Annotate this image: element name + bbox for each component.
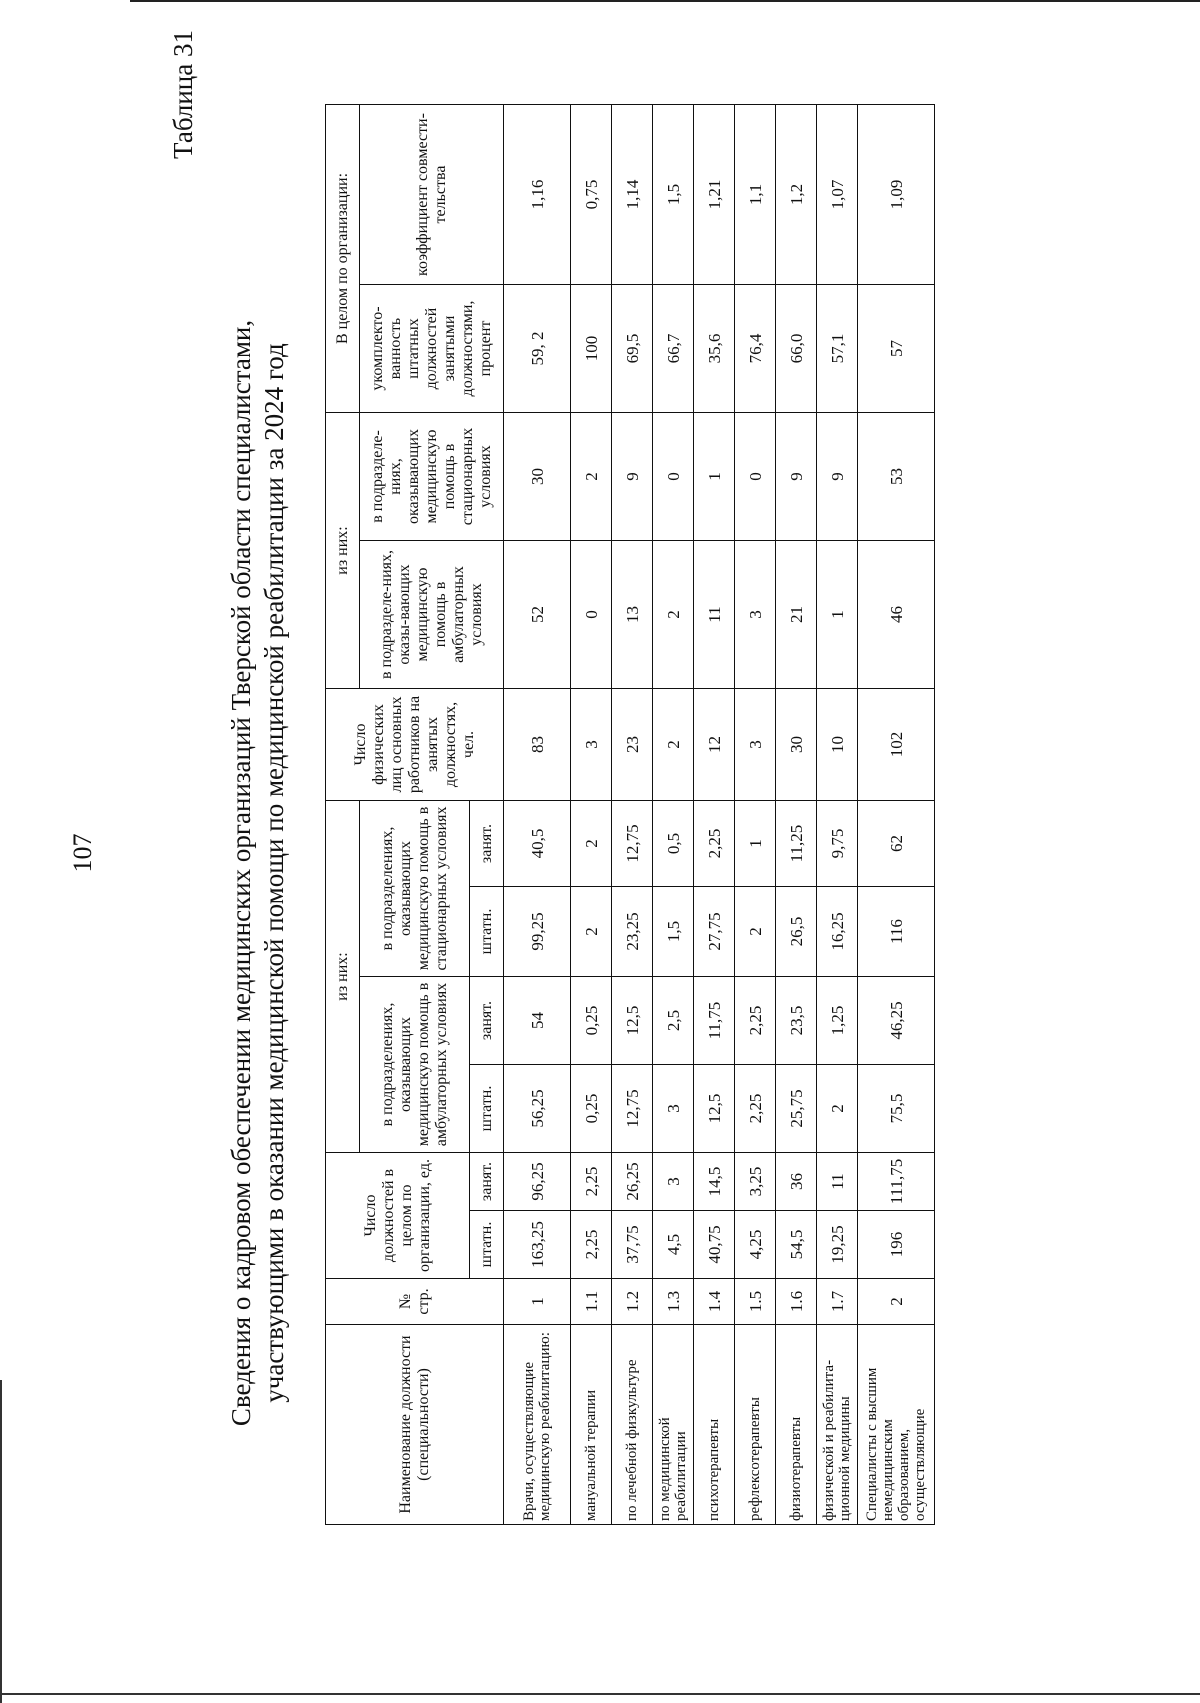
cell-pos-occ: 11 [817,1153,858,1211]
title-line-2: участвующими в оказании медицинской помощи по медицинской реабилитации за 2024 год [259,343,289,1403]
header-occupied: занят. [470,977,504,1065]
cell-pos-occ: 3,25 [735,1153,776,1211]
cell-pos-occ: 26,25 [612,1153,653,1211]
cell-amb-staff: 3 [653,1065,694,1153]
header-staff: штатн. [470,1065,504,1153]
cell-stat-occ: 40,5 [504,801,571,887]
header-staffing: укомплекто-ванность штатных должностей занятыми должностями, процент [360,285,504,413]
cell-pos-occ: 96,25 [504,1153,571,1211]
cell-persons: 102 [858,689,935,801]
cell-amb-staff: 2 [817,1065,858,1153]
cell-no: 1.1 [571,1279,612,1325]
header-persons-amb: в подразделе-ниях, оказы-вающих медицинскую помощь в амбулаторных условиях [360,541,504,689]
cell-persons: 12 [694,689,735,801]
cell-staffing: 66,0 [776,285,817,413]
cell-coef: 1,14 [612,105,653,285]
cell-amb-staff: 2,25 [735,1065,776,1153]
cell-persons: 3 [571,689,612,801]
cell-stat-staff: 16,25 [817,887,858,977]
cell-pos-staff: 40,75 [694,1211,735,1279]
header-occupied: занят. [470,801,504,887]
cell-coef: 1,16 [504,105,571,285]
header-coef: коэффициент совмести-тельства [360,105,504,285]
cell-no: 1.6 [776,1279,817,1325]
header-amb-units: в подразделениях, оказывающих медицинскую помощь в амбулаторных условиях [360,977,470,1153]
cell-amb-staff: 75,5 [858,1065,935,1153]
cell-persons-stat: 0 [735,413,776,541]
cell-persons-stat: 1 [694,413,735,541]
document-title [225,233,291,1513]
cell-coef: 1,09 [858,105,935,285]
cell-persons-amb: 21 [776,541,817,689]
cell-no: 1 [504,1279,571,1325]
cell-pos-staff: 2,25 [571,1211,612,1279]
cell-staffing: 66,7 [653,285,694,413]
cell-persons-stat: 30 [504,413,571,541]
cell-pos-staff: 196 [858,1211,935,1279]
cell-coef: 0,75 [571,105,612,285]
cell-persons: 83 [504,689,571,801]
cell-persons-amb: 2 [653,541,694,689]
cell-persons-amb: 13 [612,541,653,689]
cell-amb-staff: 12,75 [612,1065,653,1153]
cell-persons: 30 [776,689,817,801]
cell-no: 1.4 [694,1279,735,1325]
cell-amb-occ: 0,25 [571,977,612,1065]
cell-persons-stat: 9 [817,413,858,541]
cell-pos-occ: 111,75 [858,1153,935,1211]
table-row [504,105,571,1525]
table-row [735,105,776,1525]
cell-coef: 1,2 [776,105,817,285]
cell-pos-staff: 4,5 [653,1211,694,1279]
cell-persons-stat: 0 [653,413,694,541]
cell-stat-occ: 2 [571,801,612,887]
cell-staffing: 76,4 [735,285,776,413]
header-org-total: В целом по организации: [326,105,360,413]
cell-persons-stat: 53 [858,413,935,541]
table-row [653,105,694,1525]
cell-stat-occ: 1 [735,801,776,887]
cell-persons-amb: 3 [735,541,776,689]
header-of-them: из них: [326,801,360,1153]
cell-persons-amb: 0 [571,541,612,689]
cell-name: психотерапевты [694,1325,735,1525]
staffing-table [325,104,935,1525]
cell-pos-staff: 37,75 [612,1211,653,1279]
cell-persons-stat: 2 [571,413,612,541]
cell-stat-staff: 1,5 [653,887,694,977]
cell-name: мануальной терапии [571,1325,612,1525]
cell-persons-amb: 46 [858,541,935,689]
cell-staffing: 57 [858,285,935,413]
header-stat-units: в подразделениях, оказывающих медицинскую помощь в стационарных условиях [360,801,470,977]
cell-coef: 1,21 [694,105,735,285]
table-row [817,105,858,1525]
cell-persons: 23 [612,689,653,801]
cell-stat-staff: 2 [735,887,776,977]
cell-name: по лечебной физкультуре [612,1325,653,1525]
cell-name: физиотерапевты [776,1325,817,1525]
cell-amb-occ: 2,25 [735,977,776,1065]
cell-stat-occ: 12,75 [612,801,653,887]
cell-coef: 1,5 [653,105,694,285]
cell-no: 1.2 [612,1279,653,1325]
cell-stat-staff: 99,25 [504,887,571,977]
cell-amb-staff: 12,5 [694,1065,735,1153]
header-staff: штатн. [470,1211,504,1279]
cell-amb-occ: 23,5 [776,977,817,1065]
cell-pos-staff: 19,25 [817,1211,858,1279]
cell-coef: 1,07 [817,105,858,285]
cell-amb-occ: 46,25 [858,977,935,1065]
cell-amb-staff: 25,75 [776,1065,817,1153]
cell-name: Врачи, осуществляющие медицинскую реабилитацию: [504,1325,571,1525]
header-positions-total: Число должностей в целом по организации, ед. [326,1153,470,1279]
title-line-1: Сведения о кадровом обеспечении медицинских организаций Тверской области специалистами, [226,319,256,1427]
cell-no: 1.3 [653,1279,694,1325]
table-row [776,105,817,1525]
cell-stat-staff: 26,5 [776,887,817,977]
cell-staffing: 57,1 [817,285,858,413]
cell-name: Специалисты с высшим немедицинским образованием, осуществляющие [858,1325,935,1525]
cell-stat-staff: 27,75 [694,887,735,977]
table-row [694,105,735,1525]
cell-no: 2 [858,1279,935,1325]
header-staff: штатн. [470,887,504,977]
header-occupied: занят. [470,1153,504,1211]
cell-staffing: 100 [571,285,612,413]
cell-amb-occ: 54 [504,977,571,1065]
cell-stat-staff: 116 [858,887,935,977]
table-row [858,105,935,1525]
cell-name: по медицинской реабилитации [653,1325,694,1525]
cell-name: физической и реабилита-ционной медицины [817,1325,858,1525]
cell-staffing: 59, 2 [504,285,571,413]
cell-pos-staff: 4,25 [735,1211,776,1279]
cell-amb-staff: 56,25 [504,1065,571,1153]
header-persons: Число физических лиц основных работников на занятых должностях, чел. [326,689,504,801]
cell-stat-occ: 11,25 [776,801,817,887]
cell-persons-stat: 9 [776,413,817,541]
cell-stat-occ: 9,75 [817,801,858,887]
cell-stat-occ: 2,25 [694,801,735,887]
table-row [571,105,612,1525]
cell-pos-occ: 2,25 [571,1153,612,1211]
cell-name: рефлексотерапевты [735,1325,776,1525]
cell-stat-occ: 62 [858,801,935,887]
cell-persons-amb: 11 [694,541,735,689]
cell-staffing: 35,6 [694,285,735,413]
cell-pos-staff: 163,25 [504,1211,571,1279]
cell-stat-occ: 0,5 [653,801,694,887]
cell-amb-occ: 2,5 [653,977,694,1065]
cell-persons: 2 [653,689,694,801]
cell-persons: 3 [735,689,776,801]
header-of-them-2: из них: [326,413,360,689]
cell-amb-occ: 1,25 [817,977,858,1065]
cell-staffing: 69,5 [612,285,653,413]
table-label: Таблица 31 [168,30,198,159]
cell-persons-stat: 9 [612,413,653,541]
cell-coef: 1,1 [735,105,776,285]
cell-no: 1.5 [735,1279,776,1325]
cell-amb-occ: 11,75 [694,977,735,1065]
cell-pos-occ: 36 [776,1153,817,1211]
page-number: 107 [68,833,97,873]
table-row [612,105,653,1525]
cell-pos-staff: 54,5 [776,1211,817,1279]
cell-amb-staff: 0,25 [571,1065,612,1153]
cell-stat-staff: 23,25 [612,887,653,977]
cell-pos-occ: 14,5 [694,1153,735,1211]
header-row-no: № стр. [326,1279,504,1325]
cell-amb-occ: 12,5 [612,977,653,1065]
cell-persons: 10 [817,689,858,801]
cell-persons-amb: 52 [504,541,571,689]
header-name: Наименование должности (специальности) [326,1325,504,1525]
cell-persons-amb: 1 [817,541,858,689]
cell-stat-staff: 2 [571,887,612,977]
header-persons-stat: в подразделе-ниях, оказывающих медицинскую помощь в стационарных условиях [360,413,504,541]
cell-no: 1.7 [817,1279,858,1325]
cell-pos-occ: 3 [653,1153,694,1211]
